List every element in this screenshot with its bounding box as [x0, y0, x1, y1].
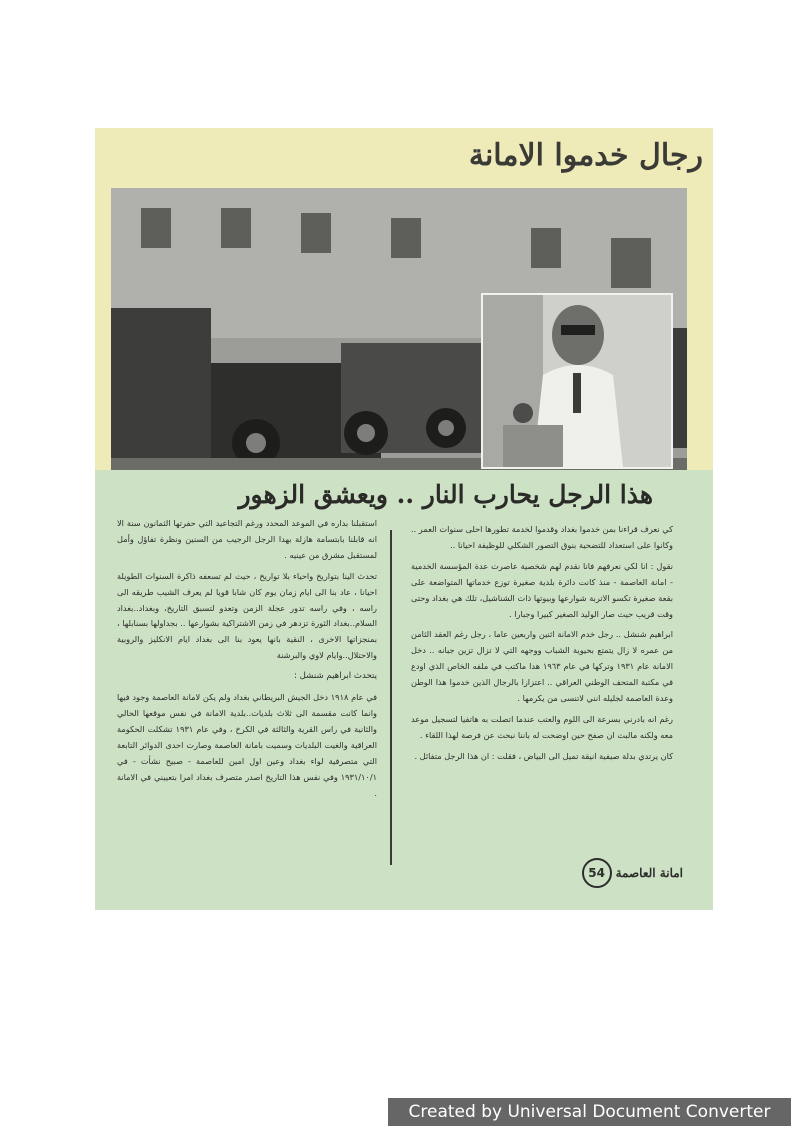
paragraph: نقول : انا لكي نعرفهم فانا نقدم لهم شخصية عاصرت عدة المؤسسة الخدمية - امانة العاصمة - منذ كانت دائرة بلدية صغيرة توزع خدماتها المتواضعة على بقعة صغيرة تكسو الاتربة شوارعها وبيوتها ذات الشناشيل، تلك هي بغداد وحتى وقت قريب حيث صار الوليد الصغير كبيرا وجبارا .: [411, 560, 673, 619]
page-footer: [582, 858, 683, 888]
portrait-illustration: [483, 295, 671, 467]
fire-truck-photo: [111, 188, 687, 470]
paragraph: رغم انه بادرني بسرعة الى اللوم والعتب عندما اتصلت به هاتفيا لتسجيل موعد معه ولكنه مالبث ان صفح حين اوضحت له باننا نبحث عن فرصة لهذا اللقاء .: [411, 713, 673, 740]
article-left-column: [117, 516, 377, 806]
paragraph: كان يرتدي بدلة صيفية انيقة تميل الى البياض ، فقلت : ان هذا الرجل متفائل .: [414, 750, 673, 761]
page-header: [95, 128, 713, 188]
quote-intro: يتحدث ابراهيم شنشل :: [294, 671, 377, 682]
article-right-column: [411, 522, 673, 770]
paragraph: تحدث الينا بتواريخ واحياء بلا تواريخ ، حيث لم تسعفه ذاكرة السنوات الطويلة احيانا ، عاد بنا الى ايام زمان يوم كان شابا قويا لم يعرف الشيب طريقه الى راسه ، وفي راسه تدور عجلة الزمن وتعدو لتسبق التاريخ، وبغداد..بغداد السلام..بغداد الثورة تزدهر في زمن الاشتراكية بشوارعها .. بجداولها بسنابلها ، بمنجزاتها الاخرى ، النقية بانها يعود بنا الى بغداد ايام الانكليز والروبية والاحتلال..وايام لاوي والبرشنة: [117, 570, 377, 661]
paragraph: استقبلنا بداره في الموعد المحدد ورغم التجاعيد التي حفرتها الثمانون سنة الا انه قابلنا بابتسامة هازلة بهدا الرجل الرجيب من السنين ونظرة تفاؤل وأمل لمستقبل مشرق من عينيه .: [117, 518, 377, 560]
magazine-page: [95, 128, 713, 910]
article-panel: [95, 470, 713, 910]
paragraph: في عام ١٩١٨ دخل الجيش البريطاني بغداد ولم يكن لامانة العاصمة وجود فيها وانما كانت مقسمة الى ثلاث بلديات..بلدية الامانة في نفس موقعها الحالي والثانية في راس القرية والثالثة في الكرخ ، وفي عام ١٩٣١ تشكلت الحكومة العراقية والغيت البلديات وسميت بامانة العاصمة وصارت احدى الدوائر التابعة التي متصرفية لواء بغداد وعين اول امين للعاصمة - صبيح نشأت - في ١٩٣١/١٠/١ وفي نفس هذا التاريخ اصدر متصرف بغداد امرا بتعييني في الامانة .: [117, 692, 377, 798]
magazine-name: امانة العاصمة: [615, 866, 683, 880]
page-number: 54: [582, 858, 612, 888]
section-title: رجال خدموا الامانة: [468, 138, 703, 173]
paragraph: ابراهيم شنشل .. رجل خدم الامانة اثنين واربعين عاما ، رجل رغم العقد الثامن من عمره لا زال يتمتع بحيوية الشباب ووجهه التي لا تزال تزين جبانه .. دخل الامانة عام ١٩٣١ وتركها في عام ١٩٦٣ هدا ماكتب في ملفه الخاص الذي اودع في مكتبة المتحف الوطني العراقي .. اعتزازا بالرجال الذين خدموا هذا الوطن وعدة العاصمة لجليله انني لاتنسى من يكرمها .: [411, 629, 674, 704]
article-headline: هذا الرجل يحارب النار .. ويعشق الزهور: [238, 480, 653, 509]
column-divider: [390, 530, 392, 865]
portrait-photo: [481, 293, 673, 469]
watermark-banner: Created by Universal Document Converter: [388, 1098, 791, 1126]
paragraph: كي نعرف قراءنا بمن خدموا بغداد وقدموا لخدمة تطورها احلى سنوات العمر .. وكانوا على استعداد للتضحية بنوق التصور الشكلي للوظيفة احيانا ..: [411, 524, 673, 550]
